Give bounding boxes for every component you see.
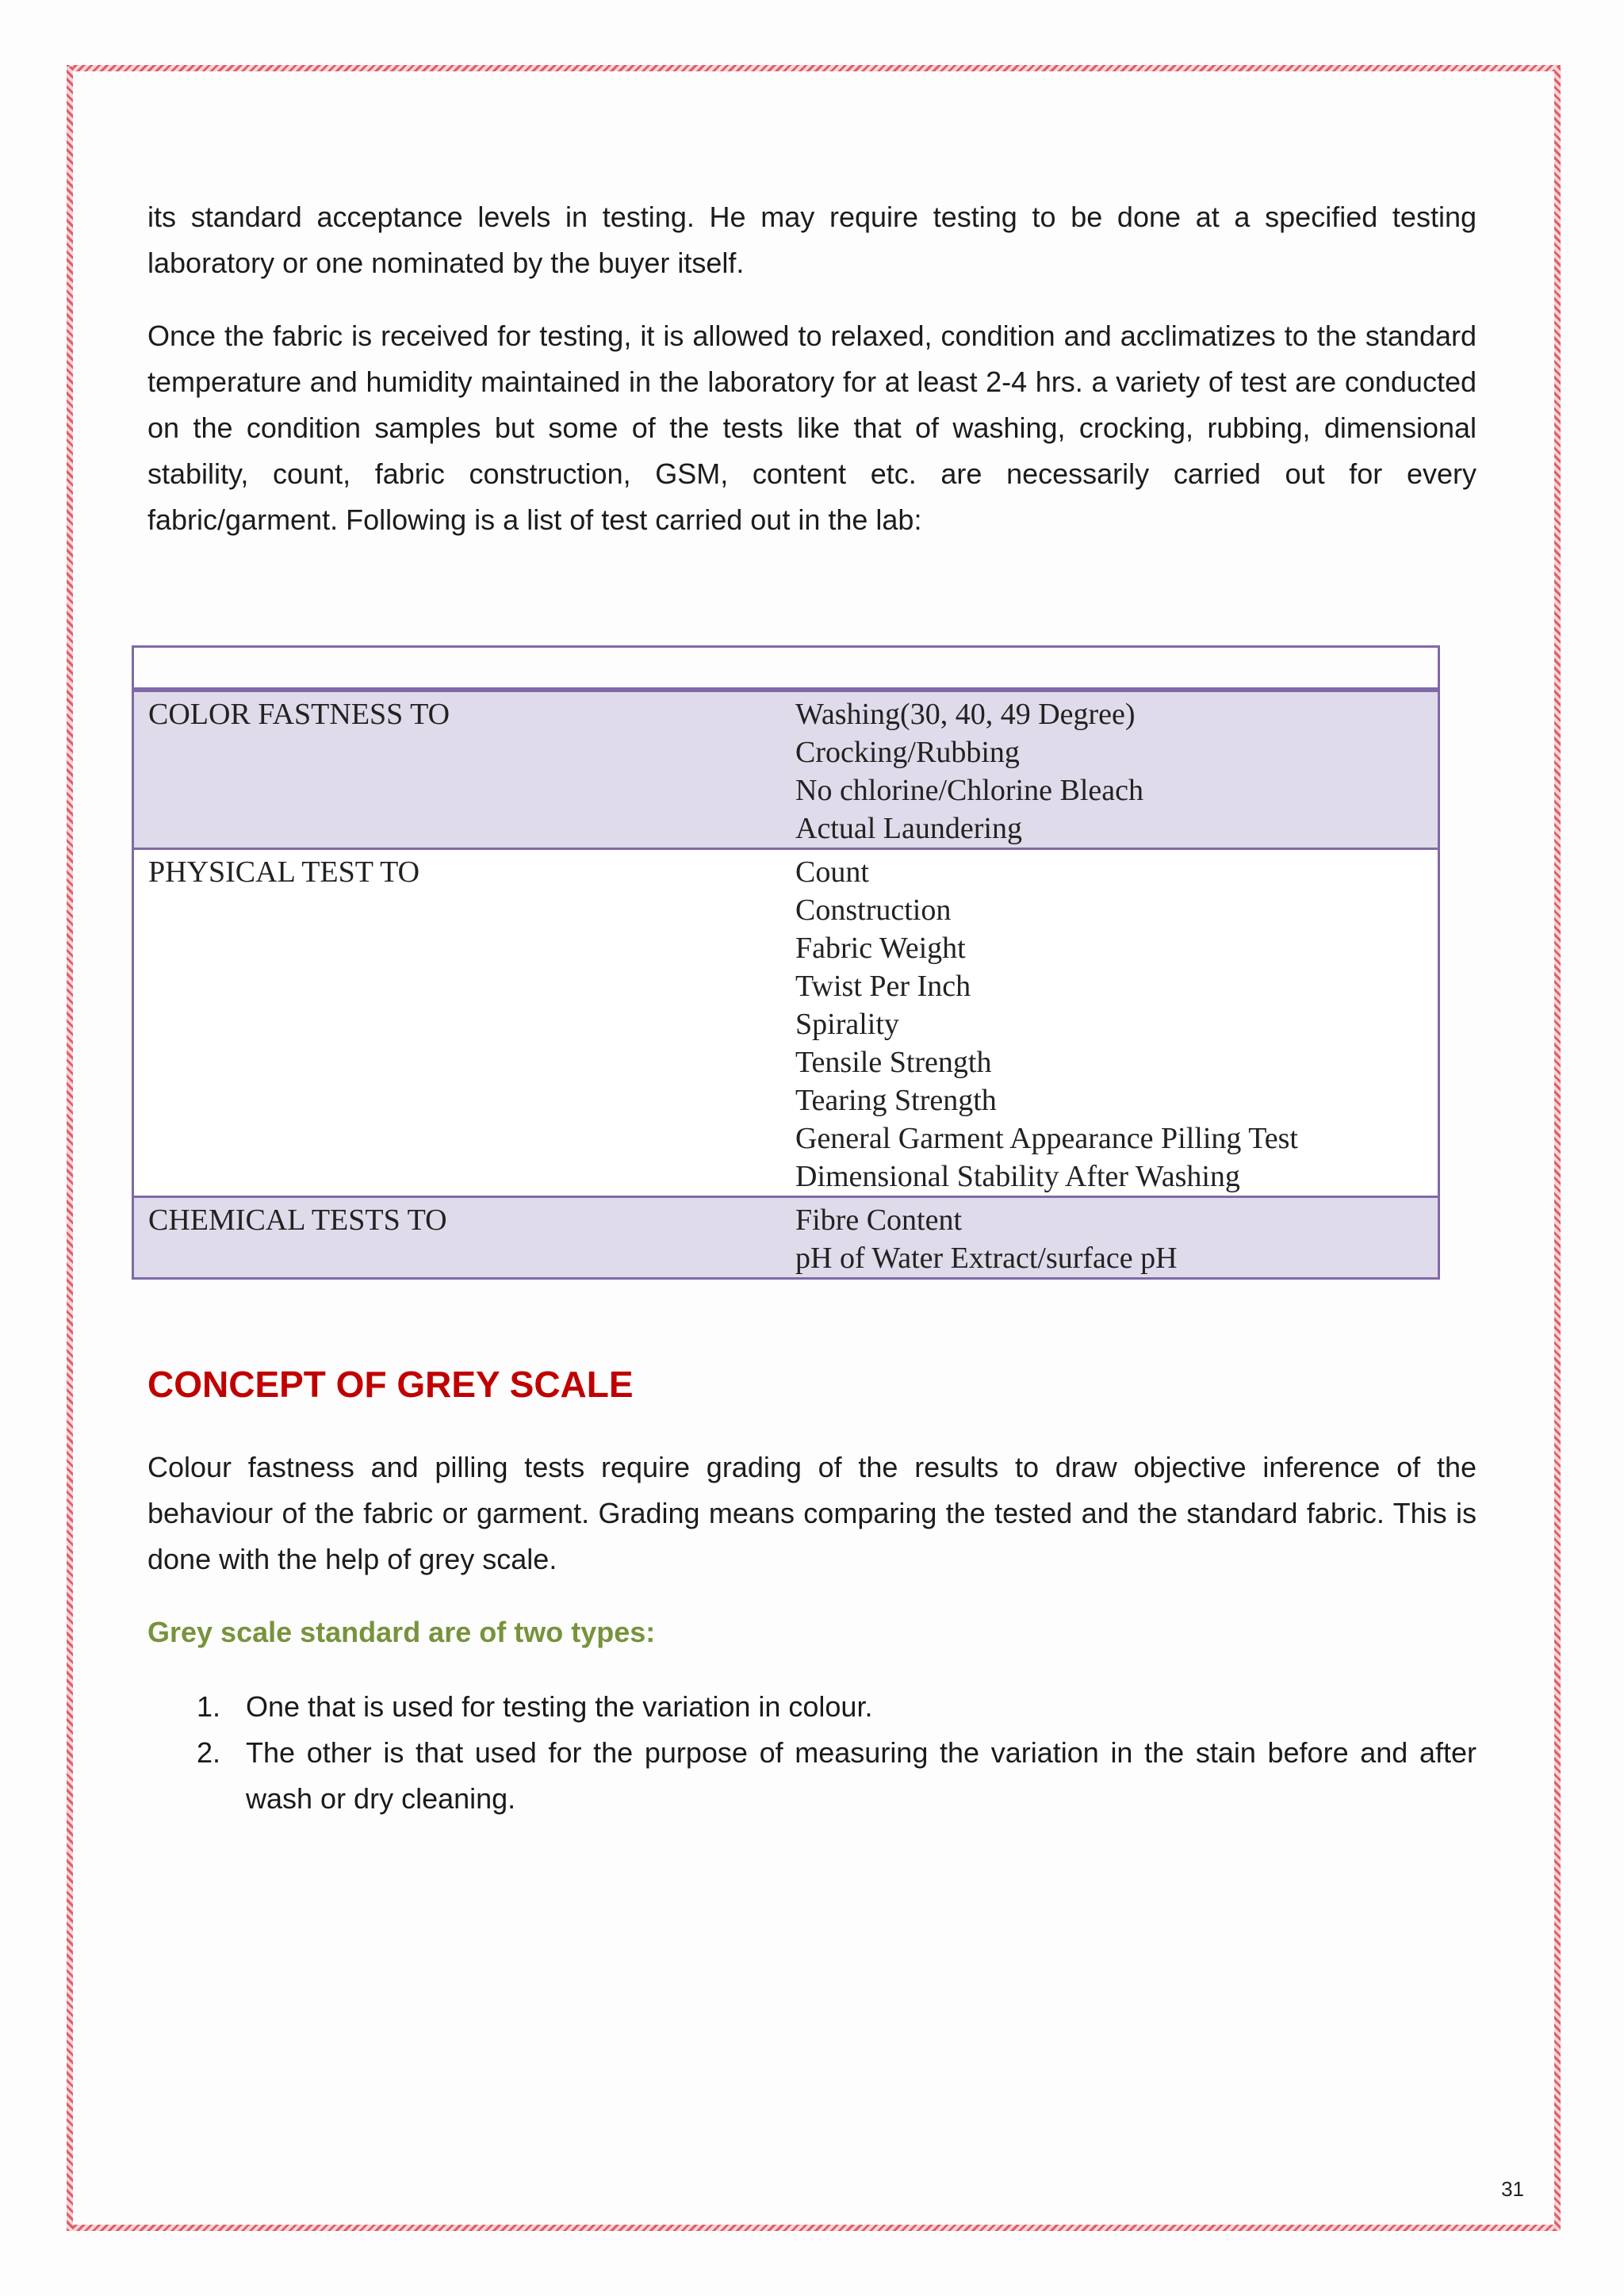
list-item <box>147 1730 1477 1822</box>
test-item: Fabric Weight <box>795 932 966 965</box>
test-category: COLOR FASTNESS TO <box>133 690 782 849</box>
list-item <box>147 1684 1477 1730</box>
test-item: Dimensional Stability After Washing <box>795 1160 1240 1193</box>
test-category: PHYSICAL TEST TO <box>133 849 782 1197</box>
tests-table <box>132 645 1440 1280</box>
test-item: Fibre Content <box>795 1203 963 1237</box>
list-text: The other is that used for the purpose of measuring the variation in the stain before and after wash or dry cleaning. <box>246 1736 1477 1815</box>
test-item: Count <box>795 855 869 889</box>
table-header-cell <box>133 647 1439 691</box>
page-border-right <box>1554 67 1561 2231</box>
table-row <box>133 1197 1439 1279</box>
sub-heading: Grey scale standard are of two types: <box>147 1616 656 1648</box>
test-item: Crocking/Rubbing <box>795 736 1020 769</box>
page-number: 31 <box>1501 2177 1524 2201</box>
test-item: Construction <box>795 894 952 927</box>
test-item: pH of Water Extract/surface pH <box>795 1242 1178 1275</box>
grey-scale-paragraph: Colour fastness and pilling tests require grading of the results to draw objective inference of the behaviour of the fabric or garment. Grading means comparing the tested and the standard fabric. This is done with the help of grey scale. <box>147 1451 1477 1575</box>
table-header-row <box>133 647 1439 691</box>
grey-scale-list <box>147 1684 1477 1822</box>
section-heading: CONCEPT OF GREY SCALE <box>147 1364 634 1405</box>
intro-paragraph-1: its standard acceptance levels in testing. He may require testing to be done at a specified testing laboratory or one nominated by the buyer itself. <box>147 201 1477 279</box>
test-item: Twist Per Inch <box>795 970 971 1003</box>
test-item: General Garment Appearance Pilling Test <box>795 1122 1298 1155</box>
list-number: 2. <box>197 1736 221 1769</box>
test-item: No chlorine/Chlorine Bleach <box>795 774 1143 807</box>
list-number: 1. <box>197 1690 221 1723</box>
test-category: CHEMICAL TESTS TO <box>133 1197 782 1279</box>
test-item: Tensile Strength <box>795 1046 992 1079</box>
table-row <box>133 849 1439 1197</box>
list-text: One that is used for testing the variation in colour. <box>246 1690 873 1723</box>
test-items <box>781 1197 1439 1279</box>
table-row <box>133 690 1439 849</box>
page-border-bottom <box>67 2225 1561 2231</box>
page-border-left <box>67 67 73 2231</box>
test-items <box>781 690 1439 849</box>
test-item: Actual Laundering <box>795 812 1022 845</box>
test-item: Spirality <box>795 1008 899 1041</box>
test-item: Washing(30, 40, 49 Degree) <box>795 698 1136 731</box>
page-border-top <box>67 65 1561 71</box>
test-items <box>781 849 1439 1197</box>
test-item: Tearing Strength <box>795 1084 997 1117</box>
intro-paragraph-2: Once the fabric is received for testing, it is allowed to relaxed, condition and acclimatizes to the standard temperature and humidity maintained in the laboratory for at least 2-4 hrs. a variety of test are conducted on the condition samples but some of the tests like that of washing, crocking, rubbing, dimensional stability, count, fabric construction, GSM, content etc. are necessarily carried out for every fabric/garment. Following is a list of test carried out in the lab: <box>147 320 1477 536</box>
